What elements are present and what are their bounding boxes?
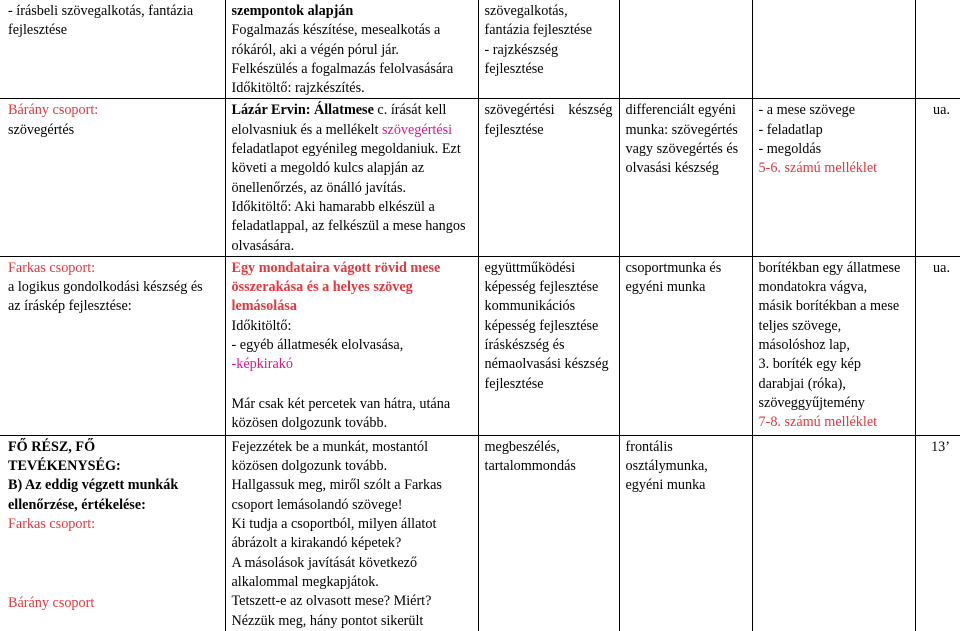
cell-time [915,99,960,256]
task-title: Egy mondataira vágott rövid mese összerakása és a helyes szöveg lemásolása [231,259,441,315]
highlight-text: szövegértési [382,121,453,138]
cell-method [619,256,752,435]
content-line: Hallgassuk meg, miről szólt a Farkas csoport lemásolandó szövege! [231,477,442,513]
tool-item: borítékban egy állatmese mondatokra vágva, [758,259,901,296]
cell-tools [752,256,915,435]
cell-goals [478,435,619,630]
cell-time [915,435,960,630]
cell-content [225,435,478,630]
tool-item: - megoldás [758,141,822,158]
activity-text: szövegértés [8,121,75,138]
cell-tools [752,99,915,256]
content-heading: szempontok alapján [231,3,354,19]
content-text: feladatlapot egyénileg megoldaniuk. Ezt követi a megoldó kulcs alapján az önellenőrzés, az önálló javítás. [231,141,461,196]
cell-method [619,99,752,256]
cell-content [225,256,478,435]
activity-text: - írásbeli szövegalkotás, fantázia fejlesztése [8,3,194,39]
tool-item: másik borítékban a mese teljes szövege, [758,298,900,334]
group-label: Bárány csoport [8,595,95,612]
activity-text: a logikus gondolkodási készség és az íráskép fejlesztése: [8,279,203,315]
cell-tools [752,435,915,630]
section-heading: FŐ RÉSZ, FŐ [8,438,96,455]
table-row [0,0,960,99]
method-text: frontális osztálymunka, egyéni munka [625,438,708,494]
tool-item: szöveggyűjtemény [758,394,865,411]
attachment-ref: 7-8. számú melléklet [758,414,878,431]
cell-content [225,0,478,99]
time-text: ua. [933,259,950,276]
method-text: csoportmunka és egyéni munka [625,259,722,296]
cell-time [915,0,960,99]
cell-content [225,99,478,256]
content-line: - egyéb állatmesék elolvasása, [231,337,404,354]
content-line: Felkészülés a fogalmazás felolvasására [231,60,454,77]
content-line: Ki tudja a csoportból, milyen állatot ábrázolt a kirakandó képetek? [231,516,437,552]
tool-item: 3. boríték egy kép darabjai (róka), [758,356,861,392]
cell-goals [478,0,619,99]
section-heading: B) Az eddig végzett munkák ellenőrzése, értékelése: [8,477,179,513]
content-text: c. írását kell elolvasniuk és a mellékelt [231,102,447,138]
goal-text: együttműködési képesség fejlesztése [484,259,599,296]
cell-method [619,0,752,99]
content-line: Időkitöltő: [231,317,292,334]
goal-text: íráskészség és némaolvasási készség fejlesztése [484,337,609,392]
tool-item: - feladatlap [758,121,823,138]
cell-time [915,256,960,435]
section-heading: TEVÉKENYSÉG: [8,458,121,475]
content-line: Fejezzétek be a munkát, mostantól közösen dolgozunk tovább. [231,438,429,475]
goal-text: kommunikációs képesség fejlesztése [484,298,599,334]
story-title: Lázár Ervin: Állatmese [231,102,374,119]
goal-text: - rajzkészség fejlesztése [484,41,559,77]
content-line: Fogalmazás készítése, mesealkotás a rókáról, aki a végén pórul jár. [231,22,441,58]
group-label: Farkas csoport: [8,516,96,533]
content-line: Időkitöltő: Aki hamarabb elkészül a feladatlappal, az felkészül a mese hangos olvasására. [231,198,466,254]
cell-goals [478,99,619,256]
content-line: A másolások javítását következő alkalommal megkapjátok. [231,554,418,590]
cell-goals [478,256,619,435]
table-row [0,256,960,435]
cell-activity [0,256,225,435]
table-row [0,99,960,256]
content-line: Már csak két percetek van hátra, utána közösen dolgozunk tovább. [231,395,451,431]
content-line: Nézzük meg, hány pontot sikerült [231,612,424,629]
content-line: Időkitöltő: rajzkészítés. [231,80,365,97]
content-paragraph [232,101,472,197]
time-text: ua. [933,102,950,119]
cell-activity [0,0,225,99]
method-text: differenciált egyéni munka: szövegértés vagy szövegértés és olvasási készség [625,102,739,177]
cell-method [619,435,752,630]
content-line: Tetszett-e az olvasott mese? Miért? [231,593,432,610]
goal-text: megbeszélés, tartalommondás [484,438,576,475]
group-label: Bárány csoport: [8,102,99,119]
table-row [0,435,960,630]
content-line: -képkirakó [231,356,293,373]
cell-activity [0,435,225,630]
goal-text: szövegértési készség fejlesztése [484,102,613,138]
time-text: 13’ [931,438,950,455]
tool-item: - a mese szövege [758,102,856,119]
group-label: Farkas csoport: [8,259,96,276]
cell-activity [0,99,225,256]
attachment-ref: 5-6. számú melléklet [758,160,878,177]
cell-tools [752,0,915,99]
goal-text: szövegalkotás, fantázia fejlesztése [484,3,593,39]
tool-item: másolóshoz lap, [758,337,850,354]
